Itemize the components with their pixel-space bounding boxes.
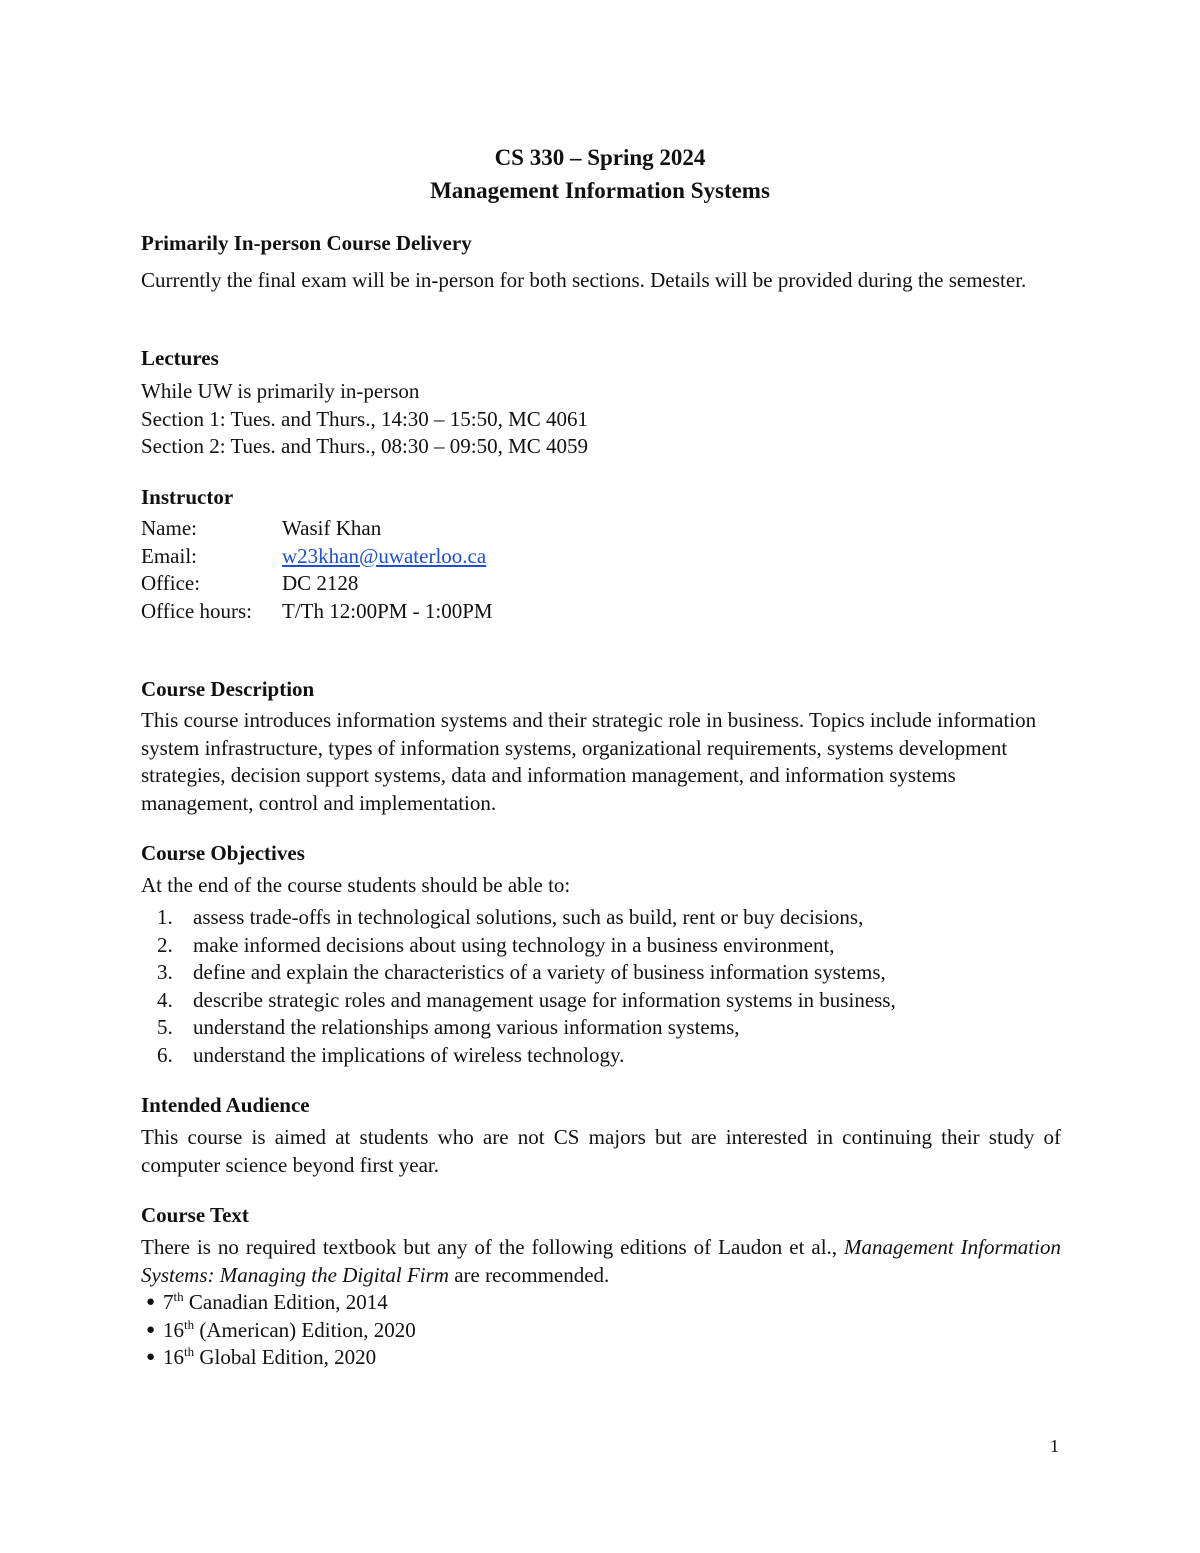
item-text: make informed decisions about using technology in a business environment, [193,932,835,957]
delivery-text: Currently the final exam will be in-person for both sections. Details will be provided during the semester. [141,268,1027,292]
edition-text: Canadian Edition, 2014 [183,1290,388,1314]
instructor-email-link[interactable]: w23khan@uwaterloo.ca [282,543,487,568]
edition-text: (American) Edition, 2020 [194,1317,416,1342]
editions-list [141,1289,416,1372]
bullet-icon: ● [146,1294,156,1310]
instructor-name-row [141,515,741,543]
list-item [141,1317,416,1345]
item-number: 5. [157,1015,173,1039]
objectives-intro: At the end of the course students should be able to: [141,873,571,897]
email-label: Email: [141,543,197,568]
edition-number: 16 [163,1345,184,1369]
name-label: Name: [141,516,197,540]
course-title: CS 330 – Spring 2024 [494,145,706,170]
item-number: 6. [157,1042,173,1067]
course-text-intro-pre: There is no required textbook but any of the following editions of Laudon et al., [141,1235,845,1259]
item-number: 1. [157,905,173,929]
instructor-office-row [141,570,741,598]
edition-text: Global Edition, 2020 [194,1345,377,1369]
objectives-heading: Course Objectives [141,841,305,865]
bullet-icon: ● [146,1349,156,1365]
course-text-intro [141,1234,1061,1289]
instructor-info [141,515,741,625]
course-subtitle: Management Information Systems [430,178,770,203]
delivery-heading: Primarily In-person Course Delivery [141,231,472,255]
list-item [141,1344,416,1372]
lectures-heading: Lectures [141,346,219,370]
audience-heading: Intended Audience [141,1093,310,1117]
objectives-list [141,904,1041,1069]
list-item [141,904,1041,932]
bullet-icon: ● [146,1321,156,1338]
course-text-heading: Course Text [141,1203,249,1227]
description-heading: Course Description [141,677,315,701]
page-number: 1 [1050,1436,1059,1456]
audience-text: This course is aimed at students who are not CS majors but are interested in continuing their study of computer science beyond first year. [141,1125,1061,1177]
list-item [141,1289,416,1317]
course-text-intro-post: are recommended. [448,1262,610,1287]
edition-number: 7 [163,1290,174,1314]
instructor-name: Wasif Khan [282,516,382,540]
instructor-office-hours: T/Th 12:00PM - 1:00PM [282,598,493,623]
list-item [141,959,1041,987]
editions-list-wrap [141,1289,416,1372]
instructor-email-row [141,543,741,571]
list-item [141,1042,1041,1070]
objectives-list-wrap [141,904,1041,1069]
edition-suffix: th [173,1289,184,1304]
item-text: understand the implications of wireless technology. [193,1042,625,1067]
item-number: 3. [157,960,173,984]
office-label: Office: [141,571,201,595]
item-text: define and explain the characteristics of a variety of business information systems, [193,960,886,984]
description-text: This course introduces information systems and their strategic role in business. Topics include information system infrastructure, types of information systems, organizational requirements, systems development strategies, decision support systems, data and information management, and information systems management, control and implementation. [141,708,1037,815]
item-text: understand the relationships among various information systems, [193,1015,740,1039]
item-number: 4. [157,987,173,1012]
instructor-heading: Instructor [141,485,234,509]
edition-suffix: th [184,1344,195,1359]
office-hours-label: Office hours: [141,598,252,623]
list-item [141,987,1041,1015]
lecture-line: While UW is primarily in-person [141,379,420,403]
instructor-office: DC 2128 [282,571,359,595]
item-number: 2. [157,932,173,957]
book-title: Management Information Systems: Managing the Digital Firm [141,1235,1061,1287]
item-text: describe strategic roles and management usage for information systems in business, [193,987,896,1012]
lecture-line: Section 2: Tues. and Thurs., 08:30 – 09:50, MC 4059 [141,434,589,458]
item-text: assess trade-offs in technological solutions, such as build, rent or buy decisions, [193,905,864,929]
edition-suffix: th [184,1316,195,1332]
list-item [141,1014,1041,1042]
instructor-hours-row [141,598,741,626]
lectures-lines [141,378,588,461]
lecture-line: Section 1: Tues. and Thurs., 14:30 – 15:50, MC 4061 [141,406,589,431]
list-item [141,932,1041,960]
edition-number: 16 [163,1317,184,1342]
